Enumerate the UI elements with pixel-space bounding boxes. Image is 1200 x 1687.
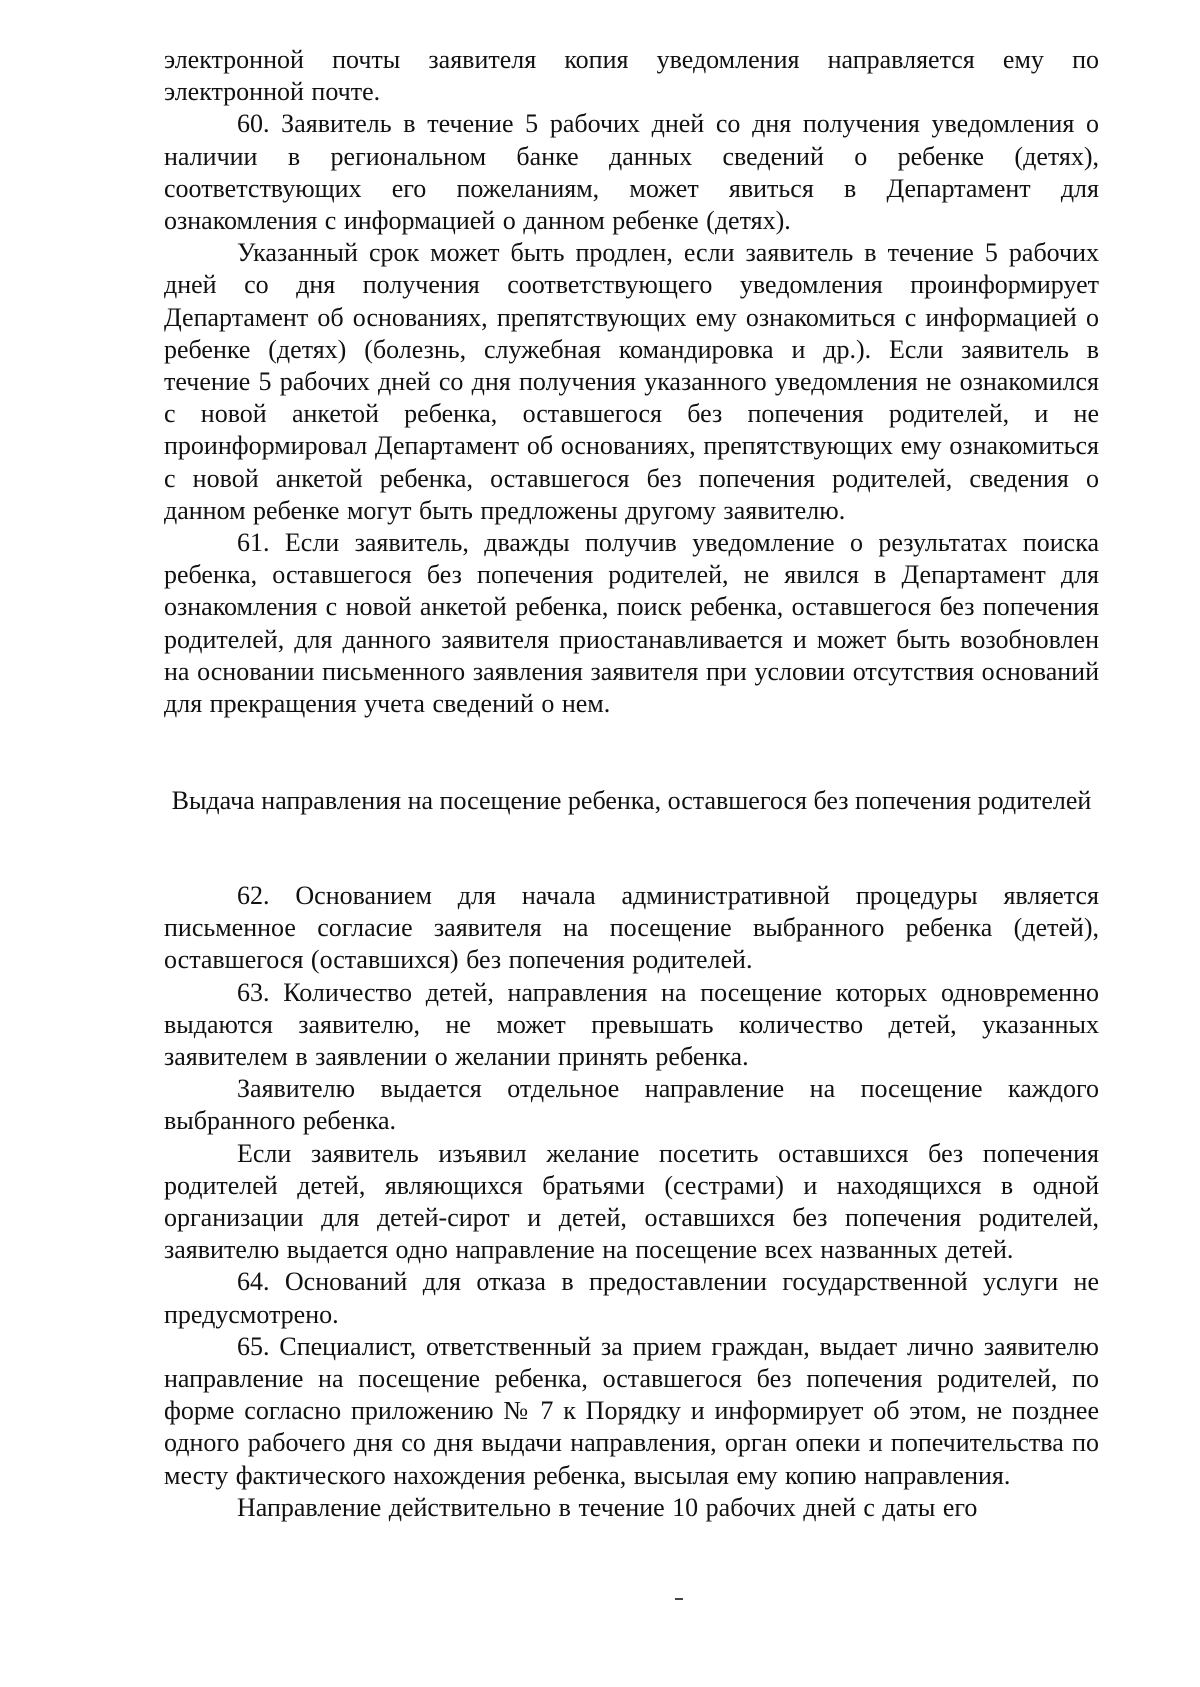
paragraph-65-validity: Направление действительно в течение 10 рабочих дней с даты его: [237, 1492, 978, 1522]
paragraph-63: 63. Количество детей, направления на посещение которых одновременно выдаются заявителю, не может превышать количество детей, указанных заявителем в заявлении о желании принять ребенка.: [164, 977, 1099, 1072]
paragraph-64: 64. Оснований для отказа в предоставлении государственной услуги не предусмотрено.: [164, 1267, 1099, 1329]
paragraph-63-separate-referral: Заявителю выдается отдельное направление на посещение каждого выбранного ребенка.: [164, 1074, 1099, 1136]
page-number-mark: [675, 1598, 683, 1600]
paragraph-65: 65. Специалист, ответственный за прием граждан, выдает лично заявителю направление на посещение ребенка, оставшегося без попечения родителей, по форме согласно приложению № 7 к Порядку и информирует об этом, не позднее одного рабочего дня со дня выдачи направления, орган опеки и попечительства по месту фактического нахождения ребенка, высылая ему копию направления.: [164, 1331, 1099, 1490]
paragraph-62: 62. Основанием для начала административной процедуры является письменное согласие заявителя на посещение выбранного ребенка (детей), оставшегося (оставшихся) без попечения родителей.: [164, 881, 1099, 975]
paragraph-61: 61. Если заявитель, дважды получив уведомление о результатах поиска ребенка, оставшегося без попечения родителей, не явился в Департамент для ознакомления с новой анкетой ребенка, поиск ребенка, оставшегося без попечения родителей, для данного заявителя приостанавливается и может быть возобновлен на основании письменного заявления заявителя при условии отсутствия оснований для прекращения учета сведений о нем.: [164, 528, 1099, 719]
paragraph-60-extension: Указанный срок может быть продлен, если заявитель в течение 5 рабочих дней со дня получения соответствующего уведомления проинформирует Департамент об основаниях, препятствующих ему ознакомиться с информацией о ребенке (детях) (болезнь, служебная командировка и др.). Если заявитель в течение 5 рабочих дней со дня получения указанного уведомления не ознакомился с новой анкетой ребенка, оставшегося без попечения родителей, и не проинформировал Департамент об основаниях, препятствующих ему ознакомиться с новой анкетой ребенка, оставшегося без попечения родителей, сведения о данном ребенке могут быть предложены другому заявителю.: [164, 238, 1099, 525]
bottom-text-block: [164, 880, 1099, 1524]
top-text-block: [164, 44, 1099, 720]
paragraph-continuation: электронной почты заявителя копия уведомления направляется ему по электронной почте.: [164, 45, 1099, 107]
paragraph-60: 60. Заявитель в течение 5 рабочих дней со дня получения уведомления о наличии в региональном банке данных сведений о ребенке (детях), соответствующих его пожеланиям, может явиться в Департамент для ознакомления с информацией о данном ребенке (детях).: [164, 109, 1099, 236]
section-heading: Выдача направления на посещение ребенка, оставшегося без попечения родителей: [171, 786, 1092, 815]
paragraph-63-siblings: Если заявитель изъявил желание посетить оставшихся без попечения родителей детей, являющихся братьями (сестрами) и находящихся в одной организации для детей-сирот и детей, оставшихся без попечения родителей, заявителю выдается одно направление на посещение всех названных детей.: [164, 1138, 1099, 1265]
